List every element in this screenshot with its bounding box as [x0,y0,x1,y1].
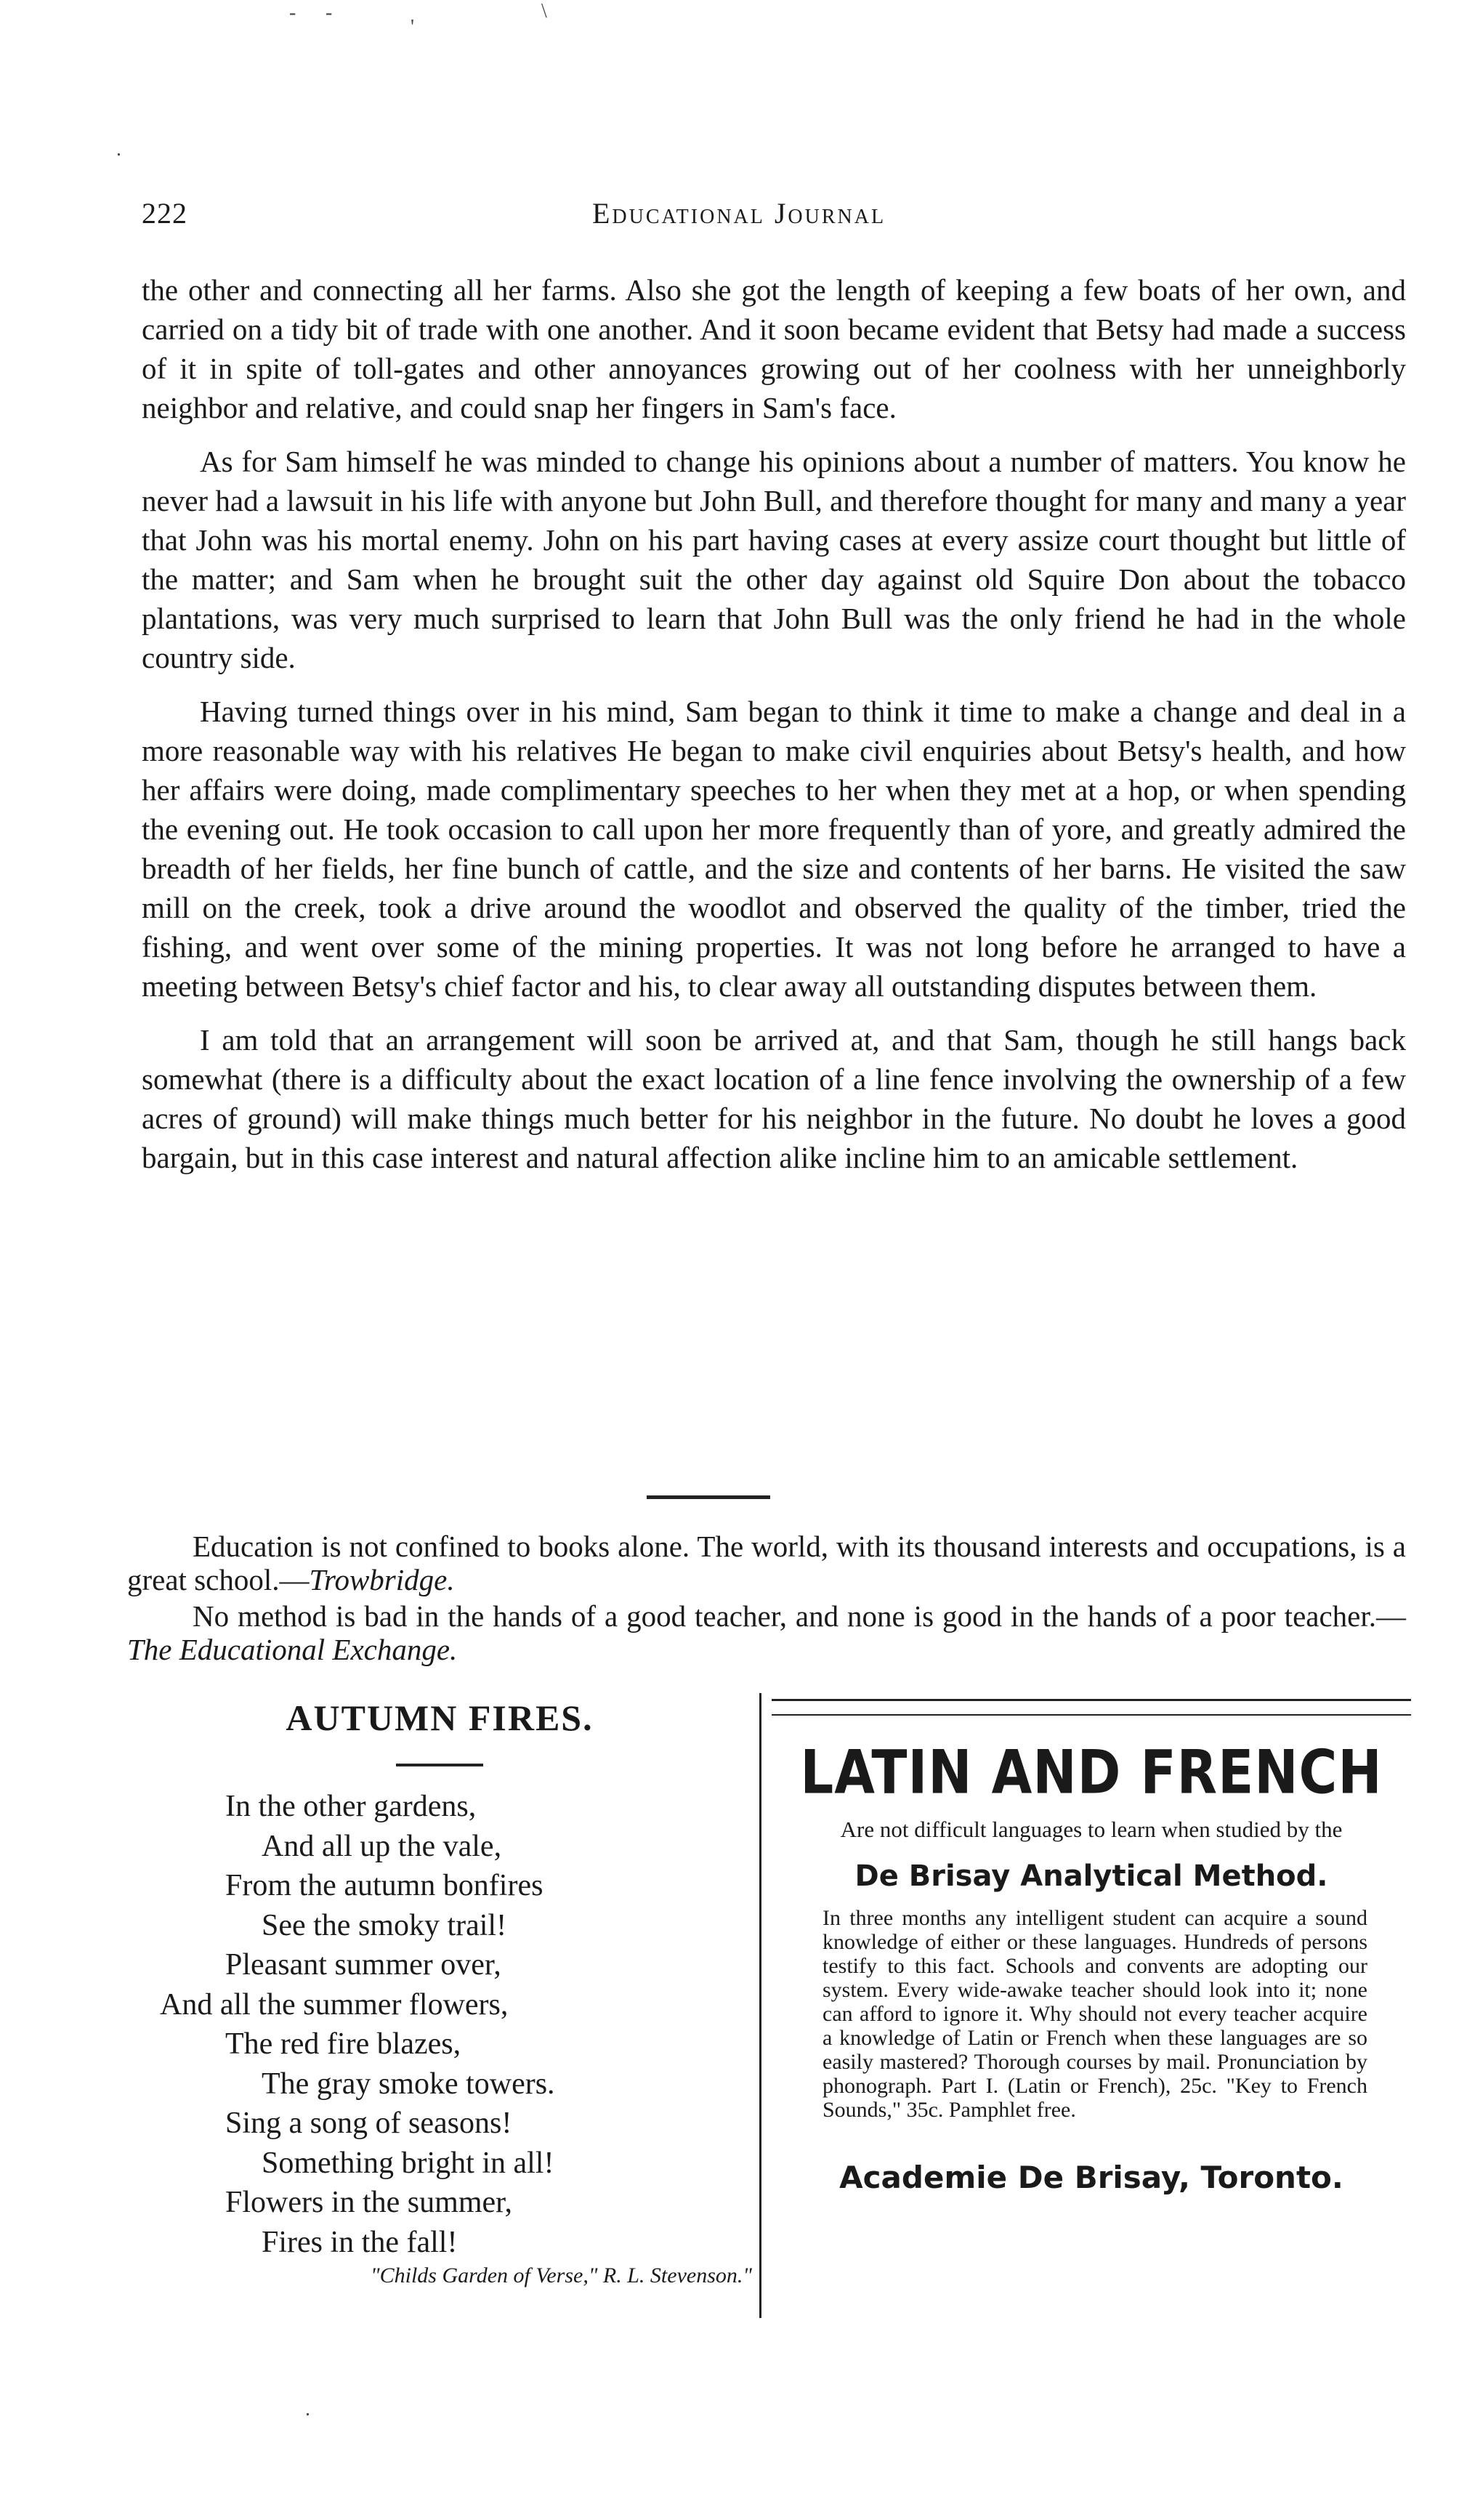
poem-line: And all up the vale, [262,1829,502,1863]
poem-line: And all the summer flowers, [160,1987,509,2022]
poem-lines [127,1787,752,2262]
column-divider [759,1693,761,2318]
quotations [127,1530,1406,1669]
article-body [142,270,1406,1192]
ad-subhead: Are not difficult languages to learn when studied by the [840,1817,1343,1842]
poem-title: AUTUMN FIRES. [286,1697,594,1738]
ink-speck: \ [541,0,547,23]
poem-title-rule [396,1764,483,1766]
poem-line: The gray smoke towers. [262,2067,555,2101]
poem-line: Pleasant summer over, [225,1948,501,1982]
page-number: 222 [142,197,187,230]
poem [127,1697,752,2288]
poem-line: See the smoky trail! [262,1908,507,1942]
article-paragraph: As for Sam himself he was minded to change his opinions about a number of matters. You know he never had a lawsuit in his life with anyone but John Bull, and therefore thought for many and many a year that John was his mortal enemy. John on his part having cases at every assize court thought but little of the matter; and Sam when he brought suit the other day against old Squire Don about the tobacco plantations, was very much surprised to learn that John Bull was the only friend he had in the whole country side. [142,445,1406,674]
poem-line: Flowers in the summer, [225,2186,512,2219]
quotation [127,1599,1406,1666]
quotation-source: The Educational Exchange. [127,1633,458,1666]
ink-speck: . [116,138,121,161]
article-paragraph: I am told that an arrangement will soon be arrived at, and that Sam, though he still hangs back somewhat (there is a difficulty about the exact location of a line fence involving the ownership of a few acres of ground) will make things much better for his neighbor in the future. No doubt he loves a good bargain, but in this case interest and natural affection alike incline him to an amicable settlement. [142,1023,1406,1174]
ink-speck: - [326,1,333,24]
section-divider [647,1495,770,1499]
quotation [127,1530,1406,1596]
ad-top-rules [772,1699,1411,1716]
ad-body: In three months any intelligent student can acquire a sound knowledge of either or these languages. Hundreds of persons testify to this fact. Schools and convents are adopting our system. Every wide-awake teacher should look into it; none can afford to ignore it. Why should not every teacher acquire a knowledge of Latin or French when these languages are so easily mastered? Thorough courses by mail. Pronunciation by phonograph. Part I. (Latin or French), 25c. "Key to French Sounds," 35c. Pamphlet free. [823,1906,1367,2122]
poem-line: In the other gardens, [225,1790,477,1823]
ink-speck: . [305,2398,310,2420]
poem-credit: "Childs Garden of Verse," R. L. Stevenson." [371,2263,752,2287]
ad-headline: LATIN AND FRENCH [800,1737,1383,1808]
poem-line: Something bright in all! [262,2146,554,2180]
quotation-source: Trowbridge. [309,1563,455,1596]
advertisement [772,1693,1411,2195]
journal-title: Educational Journal [592,197,886,230]
poem-line: From the autumn bonfires [225,1869,543,1902]
ad-method-name: De Brisay Analytical Method. [854,1859,1328,1893]
poem-line: Sing a song of seasons! [225,2107,512,2140]
ad-footer: Academie De Brisay, Toronto. [839,2160,1343,2195]
article-paragraph: Having turned things over in his mind, Sam began to think it time to make a change and deal in a more reasonable way with his relatives He began to make civil enquiries about Betsy's health, and how her affairs were doing, made complimentary speeches to her when they met at a hop, or when spending the evening out. He took occasion to call upon her more frequently than of yore, and greatly admired the breadth of her fields, her fine bunch of cattle, and the size and contents of her barns. He visited the saw mill on the creek, took a drive around the woodlot and observed the quality of the timber, tried the fishing, and went over some of the mining properties. It was not long before he arranged to have a meeting between Betsy's chief factor and his, to clear away all outstanding disputes between them. [142,695,1406,1003]
quotation-text: Education is not confined to books alone. The world, with its thousand interests and occupations, is a great school.— [127,1530,1406,1596]
quotation-text: No method is bad in the hands of a good teacher, and none is good in the hands of a poor teacher.— [193,1599,1406,1633]
article-paragraph: the other and connecting all her farms. Also she got the length of keeping a few boats of her own, and carried on a tidy bit of trade with one another. And it soon became evident that Betsy had made a success of it in spite of toll-gates and other annoyances growing out of her coolness with her unneighborly neighbor and relative, and could snap her fingers in Sam's face. [142,273,1406,424]
ink-speck: ' [411,16,415,39]
ink-speck: - [289,1,296,24]
poem-line: Fires in the fall! [262,2225,458,2259]
poem-line: The red fire blazes, [225,2027,461,2061]
